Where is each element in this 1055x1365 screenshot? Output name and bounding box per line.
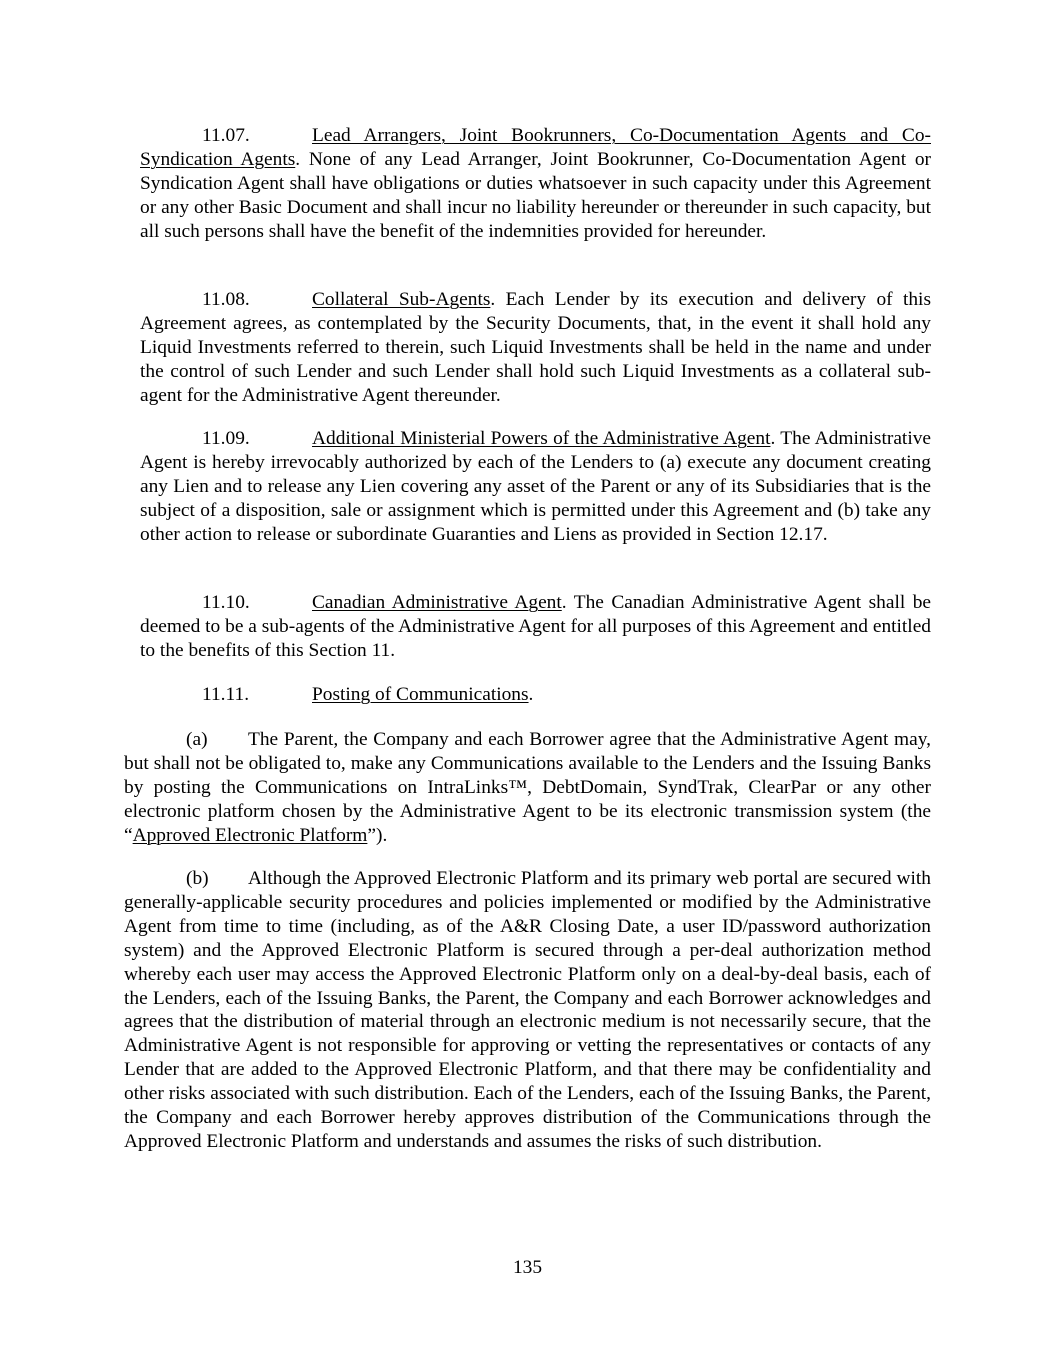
- section-number: 11.09.: [202, 428, 250, 449]
- section-11-08: [140, 288, 931, 408]
- subsection-b: [124, 867, 931, 1154]
- subsection-a: [124, 728, 931, 848]
- section-number: 11.11.: [202, 684, 250, 705]
- section-11-09: [140, 427, 931, 547]
- section-11-10: [140, 591, 931, 663]
- subsection-text: The Parent, the Company and each Borrower agree that the Administrative Agent may, but shall not be obligated to, make any Communications available to the Lenders and the Issuing Banks by posting the Communications on IntraLinks™, DebtDomain, SyndTrak, ClearPar or any other electronic platform chosen by the Administrative Agent to be its electronic transmission system (the “: [124, 729, 931, 846]
- subsection-text: Although the Approved Electronic Platform and its primary web portal are secured with generally-applicable security procedures and policies implemented or modified by the Administrative Agent from time to time (including, as of the A&R Closing Date, a user ID/password authorization system) and the Approved Electronic Platform is secured through a per-deal authorization method whereby each user may access the Approved Electronic Platform only on a deal-by-deal basis, each of the Lenders, each of the Issuing Banks, the Parent, the Company and each Borrower acknowledges and agrees that the distribution of material through an electronic medium is not necessarily secure, that the Administrative Agent is not responsible for approving or vetting the representatives or contacts of any Lender that are added to the Approved Electronic Platform, and that there may be confidentiality and other risks associated with such distribution. Each of the Lenders, each of the Issuing Banks, the Parent, the Company and each Borrower hereby approves distribution of the Communications through the Approved Electronic Platform and understands and assumes the risks of such distribution.: [124, 868, 931, 1152]
- section-heading: Additional Ministerial Powers of the Administrative Agent: [312, 428, 771, 449]
- section-body: . The Canadian Administrative Agent shall be deemed to be a sub-agents of the Administrative Agent for all purposes of this Agreement and entitled to the benefits of this Section 11.: [140, 592, 932, 661]
- page-number: 135: [512, 1257, 543, 1278]
- section-number: 11.10.: [202, 592, 250, 613]
- subsection-text-end: ”).: [367, 824, 388, 846]
- subsection-label: (a): [186, 729, 208, 750]
- section-11-11: [140, 683, 931, 707]
- section-heading: Canadian Administrative Agent: [312, 592, 562, 613]
- section-body: . The Administrative Agent is hereby irrevocably authorized by each of the Lenders to (a) execute any document creating any Lien and to release any Lien covering any asset of the Parent or any of its Subsidiaries that is the subject of a disposition, sale or assignment which is permitted under this Agreement and (b) take any other action to release or subordinate Guaranties and Liens as provided in Section 12.17.: [140, 428, 932, 545]
- subsection-label: (b): [186, 868, 209, 889]
- section-heading: Posting of Communications: [312, 684, 529, 705]
- section-heading: Collateral Sub-Agents: [312, 289, 491, 310]
- section-number: 11.07.: [202, 125, 250, 146]
- defined-term: Approved Electronic Platform: [132, 824, 368, 846]
- section-heading: Lead Arrangers, Joint Bookrunners, Co-Documentation Agents and Co-Syndication Agents: [140, 125, 931, 170]
- section-body: .: [528, 684, 534, 705]
- section-11-07: [140, 124, 931, 244]
- section-body: . Each Lender by its execution and delivery of this Agreement agrees, as contemplated by the Security Documents, that, in the event it shall hold any Liquid Investments referred to therein, such Liquid Investments shall be held in the name and under the control of such Lender and such Lender shall hold such Liquid Investments as a collateral sub-agent for the Administrative Agent thereunder.: [140, 289, 931, 406]
- section-body: . None of any Lead Arranger, Joint Bookrunner, Co-Documentation Agent or Syndication Agent shall have obligations or duties whatsoever in such capacity under this Agreement or any other Basic Document and shall incur no liability hereunder or thereunder in such capacity, but all such persons shall have the benefit of the indemnities provided for hereunder.: [140, 148, 931, 242]
- section-number: 11.08.: [202, 289, 250, 310]
